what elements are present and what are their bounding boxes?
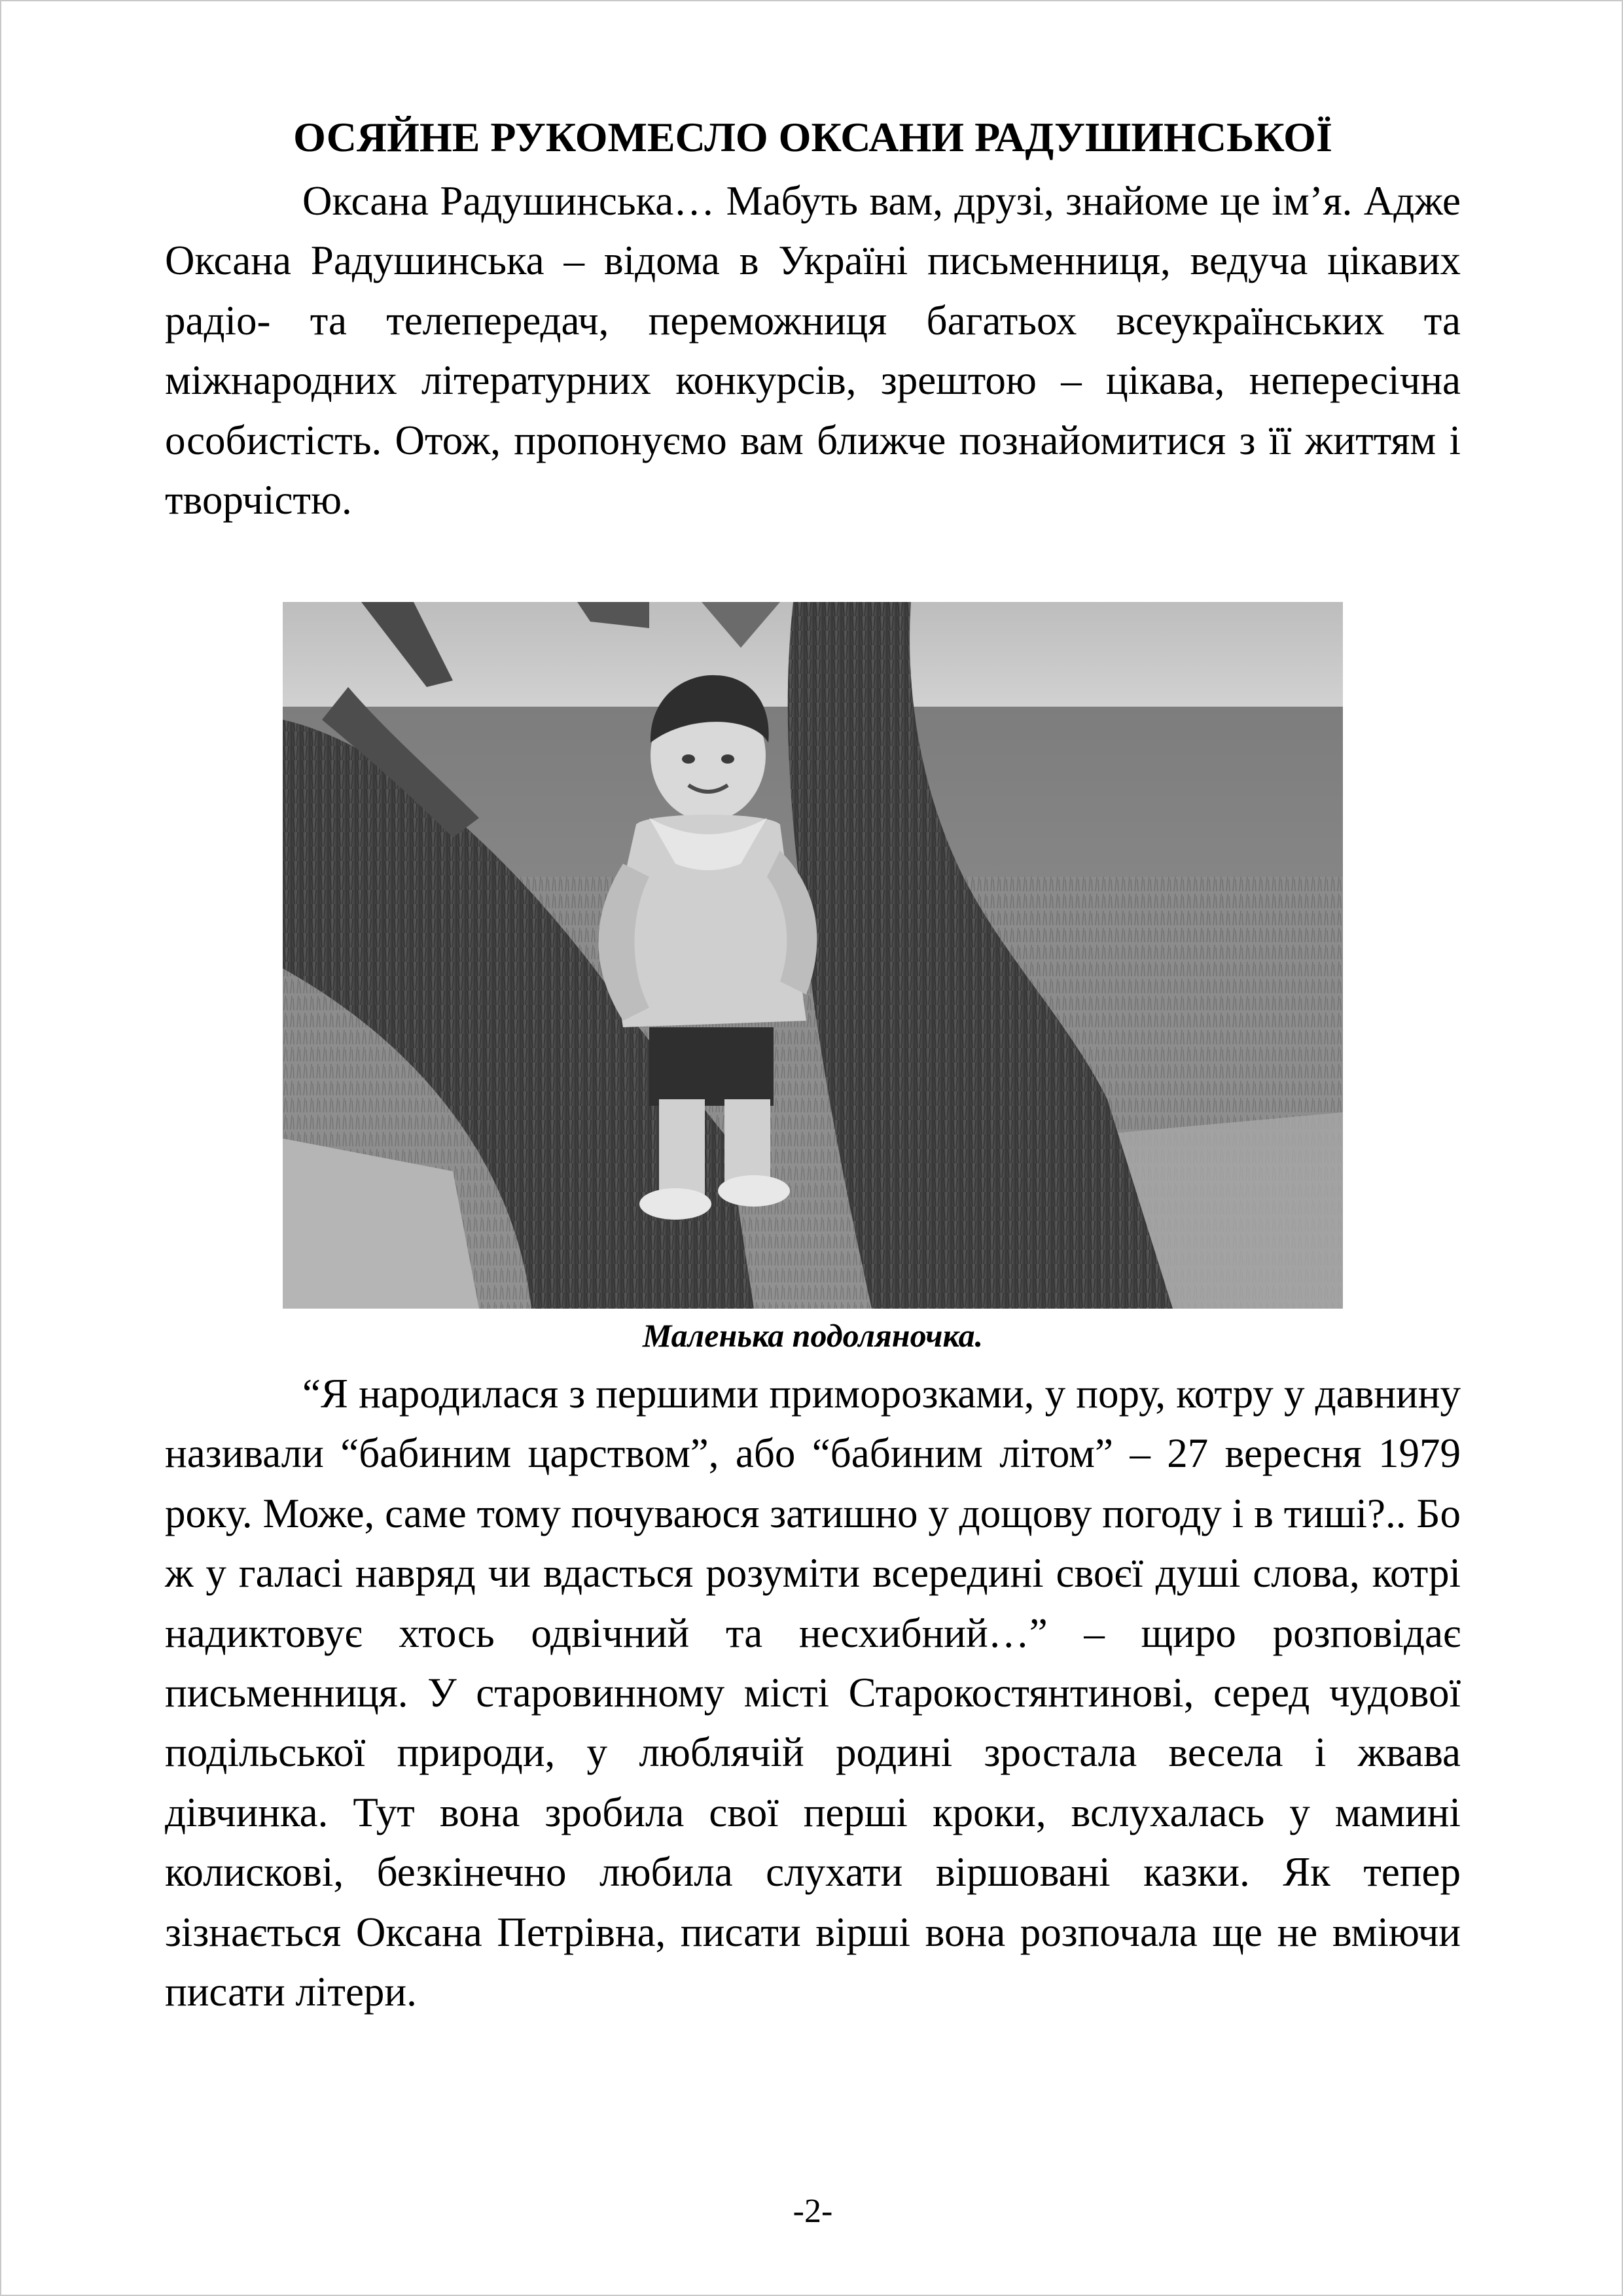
page-number: -2- [793, 2193, 833, 2230]
biography-paragraph: “Я народилася з першими приморозками, у пору, котру у давнину називали “бабиним царством”, або “бабиним літом” – 27 вересня 1979 року. Може, саме тому почуваюся затишно у дощову погоду і в тиші?.. Бо ж у галасі навряд чи вдасться розуміти всередині своєї душі слова, котрі надиктовує хтось одвічний та несхибний…” – щиро розповідає письменниця. У старовинному місті Старокостянтинові, серед чудової подільської природи, у люблячій родині зростала весела і жвава дівчинка. Тут вона зробила свої перші кроки, вслухалась у мамині колискові, безкінечно любила слухати віршовані казки. Як тепер зізнається Оксана Петрівна, писати вірші вона розпочала ще не вміючи писати літери. [165, 1371, 1461, 2015]
photo-caption: Маленька подоляночка. [642, 1317, 984, 1354]
childhood-photo [283, 602, 1343, 1309]
photo-illustration [283, 602, 1343, 1309]
article-title: ОСЯЙНЕ РУКОМЕСЛО ОКСАНИ РАДУШИНСЬКОЇ [293, 114, 1332, 160]
intro-paragraph: Оксана Радушинська… Мабуть вам, друзі, знайоме це ім’я. Адже Оксана Радушинська – відома в Україні письменниця, ведуча цікавих радіо- та телепередач, переможниця багатьох всеукраїнських та міжнародних літературних конкурсів, зрештою – цікава, непересічна особистість. Отож, пропонуємо вам ближче познайомитися з її життям і творчістю. [165, 178, 1461, 523]
